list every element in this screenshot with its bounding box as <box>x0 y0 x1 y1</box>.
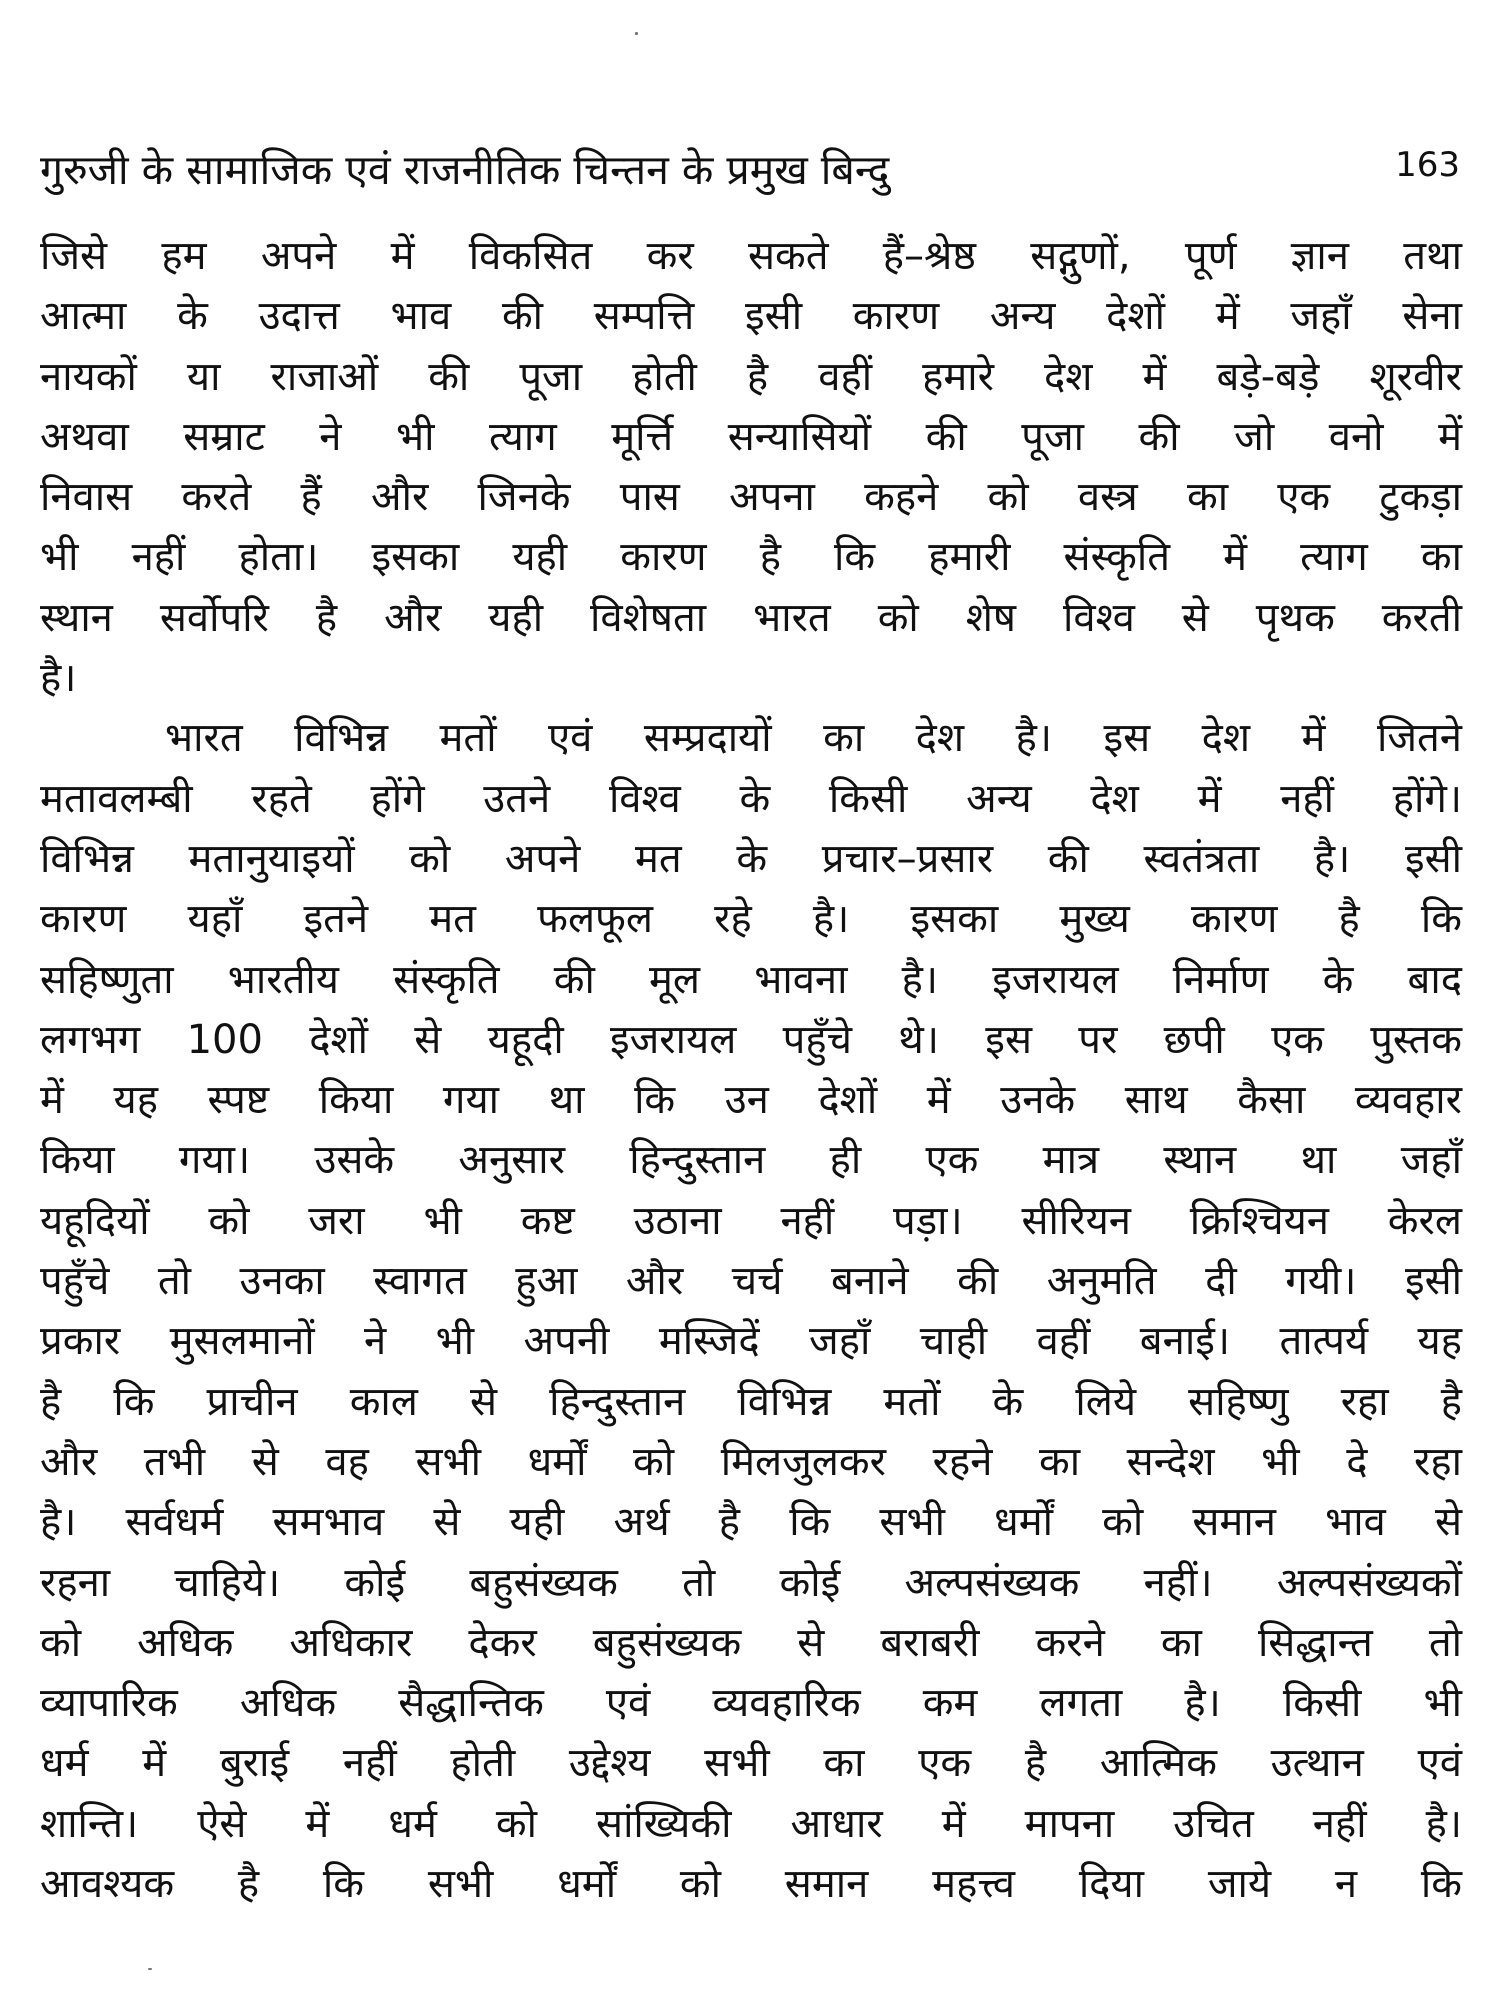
paragraph <box>40 708 1462 1914</box>
text-line: है। सर्वधर्म समभाव से यही अर्थ है कि सभी धर्मों को समान भाव से <box>40 1499 1462 1546</box>
scan-speck <box>148 1968 152 1970</box>
text-line: को अधिक अधिकार देकर बहुसंख्यक से बराबरी करने का सिद्धान्त तो <box>40 1619 1462 1666</box>
text-line: भी नहीं होता। इसका यही कारण है कि हमारी संस्कृति में त्याग का <box>40 534 1462 581</box>
text-line: अथवा सम्राट ने भी त्याग मूर्त्ति सन्यासियों की पूजा की जो वनो में <box>40 413 1462 460</box>
text-line: सहिष्णुता भारतीय संस्कृति की मूल भावना है। इजरायल निर्माण के बाद <box>40 956 1462 1003</box>
text-line: किया गया। उसके अनुसार हिन्दुस्तान ही एक मात्र स्थान था जहाँ <box>40 1137 1462 1184</box>
text-line: में यह स्पष्ट किया गया था कि उन देशों में उनके साथ कैसा व्यवहार <box>40 1077 1462 1124</box>
text-line: शान्ति। ऐसे में धर्म को सांख्यिकी आधार में मापना उचित नहीं है। <box>40 1800 1462 1847</box>
text-line: व्यापारिक अधिक सैद्धान्तिक एवं व्यवहारिक कम लगता है। किसी भी <box>40 1680 1462 1727</box>
text-line: यहूदियों को जरा भी कष्ट उठाना नहीं पड़ा। सीरियन क्रिश्चियन केरल <box>40 1197 1462 1244</box>
text-line: स्थान सर्वोपरि है और यही विशेषता भारत को शेष विश्व से पृथक करती <box>40 594 1462 641</box>
page-header <box>40 140 1460 200</box>
text-line: आवश्यक है कि सभी धर्मों को समान महत्त्व दिया जाये न कि <box>40 1861 1462 1908</box>
text-line: निवास करते हैं और जिनके पास अपना कहने को वस्त्र का एक टुकड़ा <box>40 474 1462 521</box>
page-number: 163 <box>1395 145 1460 185</box>
text-line: आत्मा के उदात्त भाव की सम्पत्ति इसी कारण अन्य देशों में जहाँ सेना <box>40 293 1462 340</box>
text-line: लगभग 100 देशों से यहूदी इजरायल पहुँचे थे। इस पर छपी एक पुस्तक <box>40 1016 1462 1063</box>
text-line: है। <box>40 655 77 702</box>
text-line: विभिन्न मतानुयाइयों को अपने मत के प्रचार–प्रसार की स्वतंत्रता है। इसी <box>40 835 1462 882</box>
text-line: धर्म में बुराई नहीं होती उद्देश्य सभी का एक है आत्मिक उत्थान एवं <box>40 1740 1462 1787</box>
paragraph <box>40 226 1462 708</box>
body-text <box>40 226 1462 1914</box>
text-line: जिसे हम अपने में विकसित कर सकते हैं–श्रेष्ठ सद्गुणों, पूर्ण ज्ञान तथा <box>40 233 1462 279</box>
scan-speck <box>635 32 638 35</box>
running-head: गुरुजी के सामाजिक एवं राजनीतिक चिन्तन के प्रमुख बिन्दु <box>40 146 890 194</box>
text-line: रहना चाहिये। कोई बहुसंख्यक तो कोई अल्पसंख्यक नहीं। अल्पसंख्यकों <box>40 1559 1462 1606</box>
text-line: प्रकार मुसलमानों ने भी अपनी मस्जिदें जहाँ चाही वहीं बनाई। तात्पर्य यह <box>40 1318 1462 1365</box>
text-line: है कि प्राचीन काल से हिन्दुस्तान विभिन्न मतों के लिये सहिष्णु रहा है <box>40 1378 1462 1425</box>
text-line: कारण यहाँ इतने मत फलफूल रहे है। इसका मुख्य कारण है कि <box>40 896 1462 943</box>
text-line: पहुँचे तो उनका स्वागत हुआ और चर्च बनाने की अनुमति दी गयी। इसी <box>40 1258 1462 1305</box>
text-line: मतावलम्बी रहते होंगे उतने विश्व के किसी अन्य देश में नहीं होंगे। <box>40 775 1462 822</box>
text-line: नायकों या राजाओं की पूजा होती है वहीं हमारे देश में बड़े-बड़े शूरवीर <box>40 353 1462 400</box>
text-line: और तभी से वह सभी धर्मों को मिलजुलकर रहने का सन्देश भी दे रहा <box>40 1438 1462 1485</box>
text-line: भारत विभिन्न मतों एवं सम्प्रदायों का देश है। इस देश में जितने <box>165 715 1462 762</box>
